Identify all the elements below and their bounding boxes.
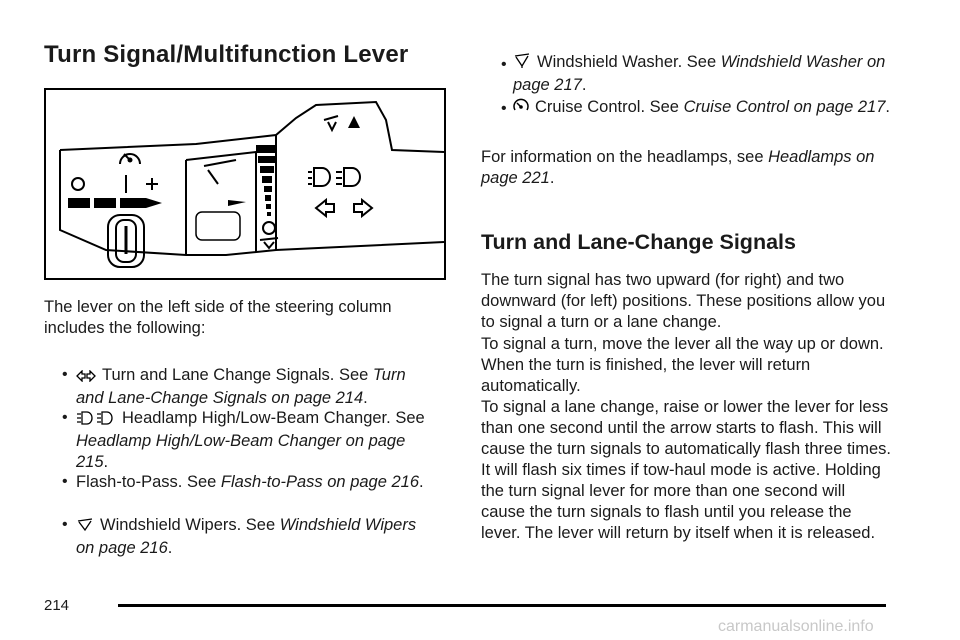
windshield-wiper-icon [76,517,94,538]
cross-reference-link[interactable]: Headlamps on page 221 [481,148,875,187]
cross-reference-link[interactable]: Flash-to-Pass on page 216 [220,473,420,491]
headlamp-beams-icon [76,410,116,431]
bullet-dot: • [62,366,68,383]
headlamp-beams-icon [308,168,360,186]
lever-illustration [44,88,446,280]
bullet-dot: • [62,409,68,426]
cross-reference-link[interactable]: Windshield Wipers on page 216 [76,516,417,557]
cross-reference-link[interactable]: Windshield Washer on page 217 [513,53,886,94]
multifunction-lever-drawing [46,90,444,278]
cross-reference-link[interactable]: Headlamp High/Low-Beam Changer on page 215 [76,432,406,471]
page-number: 214 [44,597,70,614]
bullet-dot: • [501,100,507,117]
list-item-flash-to-pass: Flash-to-Pass. See Flash-to-Pass on page 216. [76,473,424,491]
list-item-windshield-washer: Windshield Washer. See Windshield Washer on page 217. [513,53,886,94]
cross-reference-link[interactable]: Cruise Control on page 217 [683,98,886,116]
windshield-wiper-icon [204,160,236,184]
turn-signal-arrows-icon [76,367,96,388]
turn-signal-arrows-icon [316,200,372,216]
list-item-windshield-wipers: Windshield Wipers. See Windshield Wipers on page 216. [76,516,417,557]
cross-reference-link[interactable]: Turn and Lane-Change Signals on page 214 [76,366,406,407]
windshield-washer-icon [513,53,531,75]
bullet-dot: • [62,516,68,533]
intro-text: The lever on the left side of the steering column includes the following: [44,298,392,337]
paragraph-signal-turn: To signal a turn, move the lever all the way up or down. When the turn is finished, the lever will return automatically. [481,335,884,395]
watermark: carmanualsonline.info [718,618,874,635]
paragraph-lane-change: To signal a lane change, raise or lower the lever for less than one second until the arrow starts to flash. This will cause the turn signals to automatically flash three times. It will flash six times if tow-haul mode is active. Holding the turn signal lever for more than one second will cause the turn signals to flash until you release the lever. The lever will return by itself when it is released. [481,398,891,542]
cruise-control-icon [120,154,140,164]
list-item-turn-signals: Turn and Lane Change Signals. See Turn and Lane-Change Signals on page 214. [76,366,406,407]
list-item-cruise-control: Cruise Control. See Cruise Control on page 217. [513,97,893,120]
list-item-headlamp-changer: Headlamp High/Low-Beam Changer. See Headlamp High/Low-Beam Changer on page 215. [76,409,425,471]
page-heading: Turn Signal/Multifunction Lever [44,41,409,68]
cruise-control-icon [513,98,529,120]
bullet-dot: • [62,473,68,490]
section-subheading: Turn and Lane-Change Signals [481,230,796,254]
paragraph-turn-positions: The turn signal has two upward (for right) and two downward (for left) positions. These positions allow you to signal a turn or a lane change. [481,271,886,331]
headlamp-note: For information on the headlamps, see Headlamps on page 221. [481,148,875,187]
bullet-dot: • [501,56,507,73]
footer-rule [118,604,886,607]
